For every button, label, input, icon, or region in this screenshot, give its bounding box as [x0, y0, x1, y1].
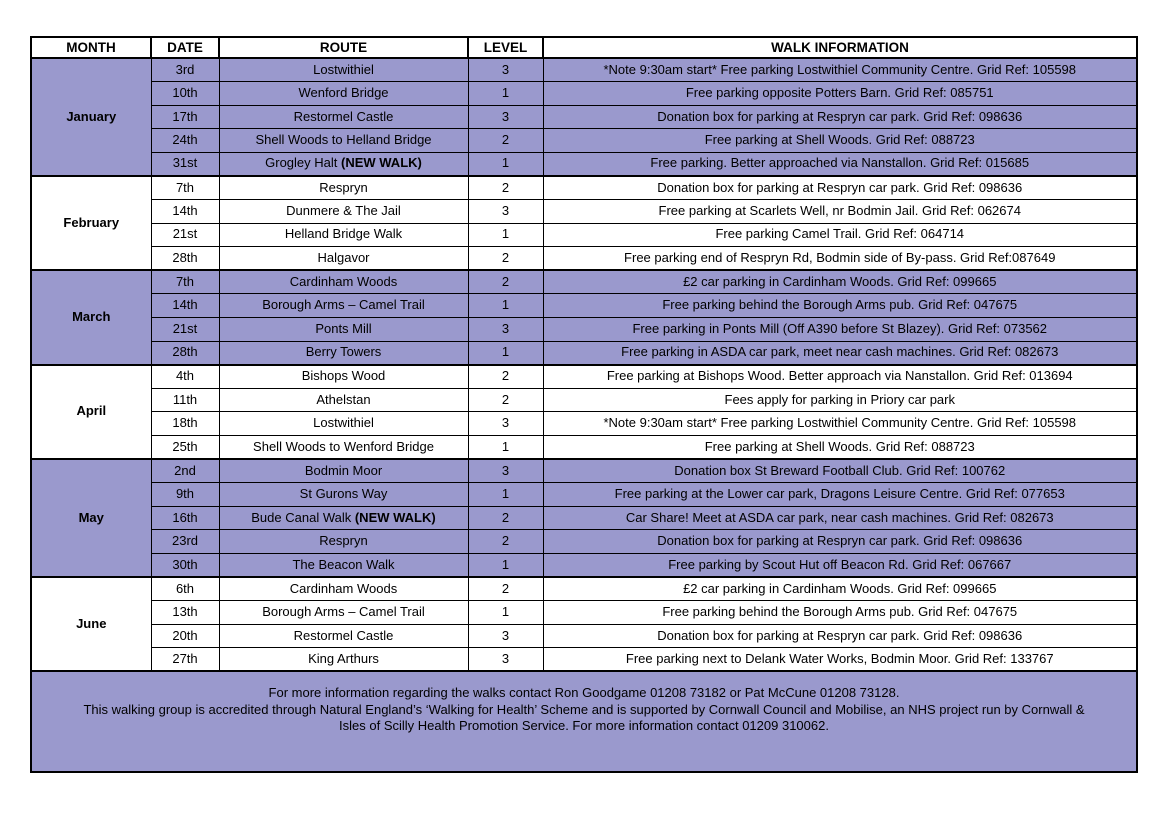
month-cell: May — [31, 459, 151, 577]
level-cell: 2 — [468, 270, 543, 294]
route-cell: Borough Arms – Camel Trail — [219, 601, 468, 625]
info-cell: Free parking in ASDA car park, meet near cash machines. Grid Ref: 082673 — [543, 341, 1137, 365]
route-cell: Borough Arms – Camel Trail — [219, 294, 468, 318]
info-cell: Free parking opposite Potters Barn. Grid Ref: 085751 — [543, 82, 1137, 106]
route-cell: Respryn — [219, 530, 468, 554]
date-cell: 4th — [151, 365, 219, 389]
table-row — [31, 648, 1137, 672]
table-row — [31, 483, 1137, 507]
info-cell: Fees apply for parking in Priory car park — [543, 388, 1137, 412]
date-cell: 21st — [151, 223, 219, 247]
route-cell: St Gurons Way — [219, 483, 468, 507]
month-cell: January — [31, 58, 151, 176]
info-cell: Free parking in Ponts Mill (Off A390 before St Blazey). Grid Ref: 073562 — [543, 318, 1137, 342]
level-cell: 3 — [468, 412, 543, 436]
info-cell: Free parking at Scarlets Well, nr Bodmin Jail. Grid Ref: 062674 — [543, 200, 1137, 224]
route-cell: Restormel Castle — [219, 624, 468, 648]
column-header-walk-information: WALK INFORMATION — [543, 37, 1137, 58]
info-cell: Donation box for parking at Respryn car park. Grid Ref: 098636 — [543, 105, 1137, 129]
table-row — [31, 388, 1137, 412]
route-cell: Cardinham Woods — [219, 577, 468, 601]
route-cell: Athelstan — [219, 388, 468, 412]
column-header-route: ROUTE — [219, 37, 468, 58]
date-cell: 14th — [151, 294, 219, 318]
level-cell: 3 — [468, 58, 543, 82]
info-cell: Free parking end of Respryn Rd, Bodmin side of By-pass. Grid Ref:087649 — [543, 247, 1137, 271]
level-cell: 2 — [468, 506, 543, 530]
table-row — [31, 152, 1137, 176]
info-cell: Free parking by Scout Hut off Beacon Rd. Grid Ref: 067667 — [543, 553, 1137, 577]
level-cell: 1 — [468, 553, 543, 577]
level-cell: 3 — [468, 105, 543, 129]
info-cell: Donation box for parking at Respryn car park. Grid Ref: 098636 — [543, 176, 1137, 200]
table-row — [31, 129, 1137, 153]
month-cell: March — [31, 270, 151, 364]
info-cell: Car Share! Meet at ASDA car park, near cash machines. Grid Ref: 082673 — [543, 506, 1137, 530]
level-cell: 1 — [468, 223, 543, 247]
route-cell: Dunmere & The Jail — [219, 200, 468, 224]
footer-line: This walking group is accredited through Natural England’s ‘Walking for Health’ Scheme and is supported by Cornwall Council and Mobilise, an NHS project run by Cornwall & — [83, 701, 1085, 717]
table-row — [31, 624, 1137, 648]
level-cell: 2 — [468, 365, 543, 389]
route-cell: Bude Canal Walk (NEW WALK) — [219, 506, 468, 530]
level-cell: 3 — [468, 200, 543, 224]
table-row — [31, 553, 1137, 577]
route-cell: Ponts Mill — [219, 318, 468, 342]
level-cell: 1 — [468, 82, 543, 106]
date-cell: 24th — [151, 129, 219, 153]
table-row — [31, 176, 1137, 200]
info-cell: £2 car parking in Cardinham Woods. Grid Ref: 099665 — [543, 577, 1137, 601]
level-cell: 1 — [468, 436, 543, 460]
table-row — [31, 412, 1137, 436]
route-cell: Wenford Bridge — [219, 82, 468, 106]
date-cell: 23rd — [151, 530, 219, 554]
date-cell: 25th — [151, 436, 219, 460]
date-cell: 9th — [151, 483, 219, 507]
table-row — [31, 58, 1137, 82]
date-cell: 28th — [151, 341, 219, 365]
table-row — [31, 294, 1137, 318]
date-cell: 7th — [151, 176, 219, 200]
level-cell: 3 — [468, 318, 543, 342]
route-cell: Helland Bridge Walk — [219, 223, 468, 247]
level-cell: 1 — [468, 294, 543, 318]
info-cell: Free parking at Shell Woods. Grid Ref: 088723 — [543, 436, 1137, 460]
date-cell: 11th — [151, 388, 219, 412]
header-row — [31, 37, 1137, 58]
info-cell: Free parking at the Lower car park, Dragons Leisure Centre. Grid Ref: 077653 — [543, 483, 1137, 507]
date-cell: 28th — [151, 247, 219, 271]
info-cell: Free parking. Better approached via Nanstallon. Grid Ref: 015685 — [543, 152, 1137, 176]
level-cell: 3 — [468, 648, 543, 672]
level-cell: 2 — [468, 176, 543, 200]
route-cell: The Beacon Walk — [219, 553, 468, 577]
footer-line: For more information regarding the walks contact Ron Goodgame 01208 73182 or Pat McCune 01208 73128. — [268, 685, 900, 701]
route-cell: Lostwithiel — [219, 58, 468, 82]
date-cell: 13th — [151, 601, 219, 625]
date-cell: 7th — [151, 270, 219, 294]
table-row — [31, 105, 1137, 129]
info-cell: Free parking behind the Borough Arms pub. Grid Ref: 047675 — [543, 294, 1137, 318]
footer-note — [31, 671, 1137, 772]
info-cell: Free parking at Shell Woods. Grid Ref: 088723 — [543, 129, 1137, 153]
date-cell: 31st — [151, 152, 219, 176]
table-row — [31, 341, 1137, 365]
table-row — [31, 247, 1137, 271]
date-cell: 2nd — [151, 459, 219, 483]
table-row — [31, 365, 1137, 389]
level-cell: 2 — [468, 577, 543, 601]
info-cell: Donation box for parking at Respryn car park. Grid Ref: 098636 — [543, 624, 1137, 648]
info-cell: Donation box for parking at Respryn car park. Grid Ref: 098636 — [543, 530, 1137, 554]
route-cell: Halgavor — [219, 247, 468, 271]
level-cell: 2 — [468, 247, 543, 271]
date-cell: 17th — [151, 105, 219, 129]
level-cell: 1 — [468, 341, 543, 365]
date-cell: 6th — [151, 577, 219, 601]
column-header-date: DATE — [151, 37, 219, 58]
walks-schedule-table — [30, 36, 1138, 773]
route-cell: Shell Woods to Helland Bridge — [219, 129, 468, 153]
level-cell: 3 — [468, 624, 543, 648]
level-cell: 1 — [468, 483, 543, 507]
table-row — [31, 270, 1137, 294]
route-cell: Bishops Wood — [219, 365, 468, 389]
table-row — [31, 506, 1137, 530]
level-cell: 2 — [468, 129, 543, 153]
route-cell: Respryn — [219, 176, 468, 200]
column-header-month: MONTH — [31, 37, 151, 58]
table-row — [31, 601, 1137, 625]
level-cell: 2 — [468, 388, 543, 412]
date-cell: 16th — [151, 506, 219, 530]
table-row — [31, 223, 1137, 247]
level-cell: 1 — [468, 152, 543, 176]
month-cell: February — [31, 176, 151, 270]
route-cell: Bodmin Moor — [219, 459, 468, 483]
date-cell: 3rd — [151, 58, 219, 82]
info-cell: Donation box St Breward Football Club. Grid Ref: 100762 — [543, 459, 1137, 483]
table-row — [31, 577, 1137, 601]
info-cell: Free parking behind the Borough Arms pub. Grid Ref: 047675 — [543, 601, 1137, 625]
info-cell: Free parking Camel Trail. Grid Ref: 064714 — [543, 223, 1137, 247]
table-row — [31, 200, 1137, 224]
date-cell: 10th — [151, 82, 219, 106]
table-row — [31, 436, 1137, 460]
info-cell: Free parking next to Delank Water Works, Bodmin Moor. Grid Ref: 133767 — [543, 648, 1137, 672]
route-cell: Berry Towers — [219, 341, 468, 365]
route-cell: King Arthurs — [219, 648, 468, 672]
route-cell: Cardinham Woods — [219, 270, 468, 294]
info-cell: £2 car parking in Cardinham Woods. Grid Ref: 099665 — [543, 270, 1137, 294]
route-cell: Shell Woods to Wenford Bridge — [219, 436, 468, 460]
info-cell: Free parking at Bishops Wood. Better approach via Nanstallon. Grid Ref: 013694 — [543, 365, 1137, 389]
table-row — [31, 530, 1137, 554]
route-cell: Restormel Castle — [219, 105, 468, 129]
route-cell: Grogley Halt (NEW WALK) — [219, 152, 468, 176]
level-cell: 2 — [468, 530, 543, 554]
table-row — [31, 459, 1137, 483]
month-cell: June — [31, 577, 151, 671]
month-cell: April — [31, 365, 151, 459]
footer-line: Isles of Scilly Health Promotion Service. For more information contact 01209 310062. — [339, 717, 829, 733]
date-cell: 20th — [151, 624, 219, 648]
date-cell: 14th — [151, 200, 219, 224]
date-cell: 21st — [151, 318, 219, 342]
info-cell: *Note 9:30am start* Free parking Lostwithiel Community Centre. Grid Ref: 105598 — [543, 412, 1137, 436]
footer-row — [31, 671, 1137, 772]
table-row — [31, 82, 1137, 106]
table-body — [31, 58, 1137, 671]
date-cell: 30th — [151, 553, 219, 577]
level-cell: 1 — [468, 601, 543, 625]
route-cell: Lostwithiel — [219, 412, 468, 436]
table-row — [31, 318, 1137, 342]
date-cell: 18th — [151, 412, 219, 436]
column-header-level: LEVEL — [468, 37, 543, 58]
info-cell: *Note 9:30am start* Free parking Lostwithiel Community Centre. Grid Ref: 105598 — [543, 58, 1137, 82]
level-cell: 3 — [468, 459, 543, 483]
date-cell: 27th — [151, 648, 219, 672]
